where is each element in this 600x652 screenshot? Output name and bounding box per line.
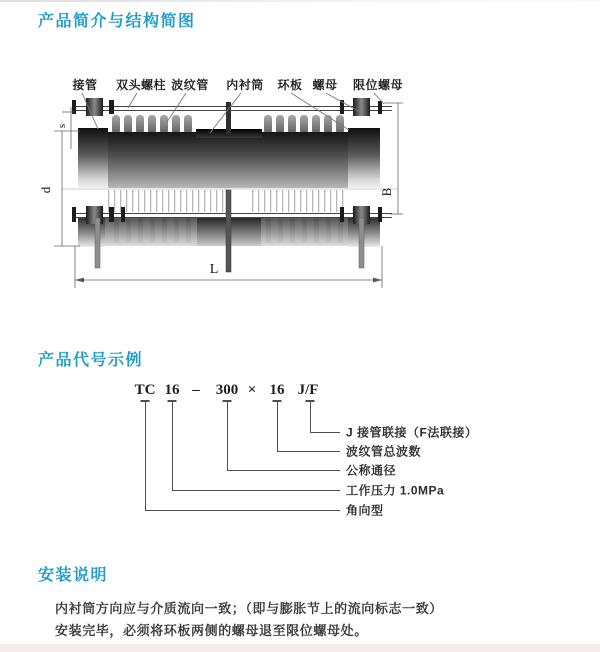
part-label-neichentong: 内衬筒 bbox=[226, 78, 264, 92]
code-part-diameter: 300 bbox=[215, 382, 239, 398]
dim-B-label: B bbox=[379, 187, 394, 197]
section-title-install: 安装说明 bbox=[38, 567, 109, 584]
code-connector bbox=[172, 401, 173, 490]
code-part-times: × bbox=[247, 382, 257, 398]
dimension-s bbox=[54, 107, 80, 149]
page-top-edge bbox=[0, 0, 600, 2]
part-label-xianweiluomu: 限位螺母 bbox=[352, 78, 404, 92]
code-part-waves: 16 bbox=[269, 382, 285, 398]
code-part-pressure: 16 bbox=[164, 382, 180, 398]
code-connector bbox=[277, 401, 278, 451]
code-connector bbox=[227, 470, 340, 471]
part-label-jieguan: 接管 bbox=[72, 78, 98, 92]
callout-waves: 波纹管总波数 bbox=[346, 444, 422, 459]
part-labels bbox=[71, 77, 403, 92]
page-bottom-edge bbox=[0, 644, 600, 652]
callout-connection: J 接管联接（F法联接） bbox=[346, 425, 478, 440]
dim-L-label: L bbox=[209, 262, 219, 277]
callout-pressure: 工作压力 1.0MPa bbox=[346, 483, 445, 498]
install-note-line2: 安装完毕，必须将环板两侧的螺母退至限位螺母处。 bbox=[55, 623, 368, 638]
callout-diameter: 公称通径 bbox=[346, 463, 397, 478]
code-part-dash: – bbox=[192, 382, 200, 398]
dim-d-label: d bbox=[38, 186, 53, 194]
code-connector bbox=[310, 432, 340, 433]
code-connector bbox=[145, 510, 340, 511]
dim-s-label: s bbox=[56, 123, 68, 129]
part-label-bowenguan: 波纹管 bbox=[171, 78, 209, 92]
code-part-type: TC bbox=[134, 382, 156, 398]
code-connector bbox=[145, 401, 146, 510]
upper-shell bbox=[78, 128, 380, 188]
code-connector bbox=[172, 490, 340, 491]
callout-type: 角向型 bbox=[346, 503, 384, 518]
part-label-shuangtouluozhu: 双头螺柱 bbox=[115, 78, 167, 92]
dimension-B bbox=[379, 103, 403, 214]
code-connector bbox=[227, 401, 228, 470]
code-connector bbox=[310, 401, 311, 432]
part-label-luomu: 螺母 bbox=[312, 78, 338, 92]
structure-diagram bbox=[30, 60, 475, 305]
part-label-huanban: 环板 bbox=[277, 78, 303, 92]
install-note-line1: 内衬筒方向应与介质流向一致；（即与膨胀节上的流向标志一致） bbox=[55, 601, 443, 616]
code-part-connection: J/F bbox=[297, 382, 319, 398]
code-connector bbox=[277, 451, 340, 452]
bellows-lower-lines bbox=[106, 190, 344, 213]
section-title-intro: 产品简介与结构简图 bbox=[38, 13, 196, 30]
section-title-code: 产品代号示例 bbox=[38, 352, 144, 369]
